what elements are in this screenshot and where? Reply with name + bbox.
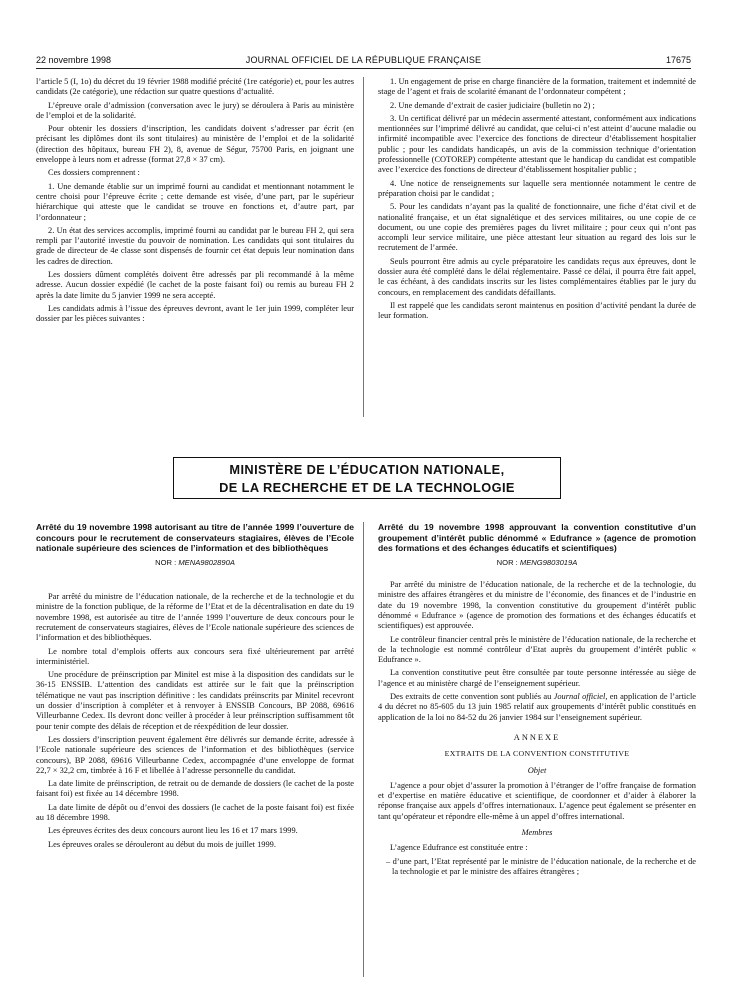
paragraph: La date limite de préinscription, de retrait ou de demande de dossiers (le cachet de la poste faisant foi) est fixée au 14 décembre 1998.: [36, 779, 354, 799]
paragraph: Le nombre total d’emplois offerts aux concours sera fixé ultérieurement par arrêté interministériel.: [36, 646, 354, 666]
paragraph: Pour obtenir les dossiers d’inscription, les candidats doivent s’adresser par écrit (en précisant les diplômes dont ils sont titulaires) au ministère de l’emploi et de la solidarité (direction des hôpitaux, bureau FH 2), 8, avenue de Ségur, 75700 Paris, en joignant une enveloppe à leurs nom et adresse (format 27,8 × 37 cm).: [36, 124, 354, 165]
nor-code: MENA9802890A: [178, 557, 235, 567]
paragraph: La convention constitutive peut être consultée par toute personne intéressée au siège de l’agence et au ministère chargé de l’enseignement supérieur.: [378, 668, 696, 688]
extract-text-before: Des extraits de cette convention sont publiés au: [390, 692, 554, 702]
paragraph: Par arrêté du ministre de l’éducation nationale, de la recherche et de la technologie, du ministre des affaires étrangères et du ministre de l’économie, des finances et de l’industrie en date du 19 novembre 1998, la convention constitutive du groupement d’intérêt public dénommé « Edufrance » (agence de promotion des formations et des échanges éducatifs et scientifiques) est approuvée.: [378, 580, 696, 631]
arrete-title: Arrêté du 19 novembre 1998 autorisant au titre de l’année 1999 l’ouverture de concours pour le recrutement de conservateurs stagiaires, élèves de l’Ecole nationale supérieure des sciences de l’information et des bibliothèques: [36, 522, 354, 554]
page-number: 17675: [665, 55, 691, 65]
list-item: 3. Un certificat délivré par un médecin assermenté attestant, conformément aux indications mentionnées sur l’imprimé délivré au candidat, que celui-ci n’est atteint d’aucune maladie ou infirmité incompatible avec l’exercice des fonctions de directeur d’établissement hospitalier public ; pour les candidats handicapés, un avis de la commission technique d’orientation professionnelle (COTOREP) compétente attestant que le handicap du candidat est compatible avec l’exercice des fonctions de directeur d’établissement hospitalier public ;: [378, 113, 696, 175]
paragraph: Ces dossiers comprennent :: [48, 168, 140, 178]
objet-heading: Objet: [527, 765, 547, 775]
column-divider: [363, 77, 364, 417]
list-item: 1. Un engagement de prise en charge financière de la formation, traitement et indemnité de stage de l’agent et frais de scolarité émanant de l’ordonnateur compétent ;: [378, 77, 696, 97]
ministry-line-1: MINISTÈRE DE L’ÉDUCATION NATIONALE,: [229, 462, 505, 477]
paragraph: La date limite de dépôt ou d’envoi des dossiers (le cachet de la poste faisant foi) est fixée au 18 décembre 1998.: [36, 802, 354, 823]
paragraph: Les candidats admis à l’issue des épreuves devront, avant le 1er juin 1999, compléter leur dossier par les pièces suivantes :: [36, 303, 354, 324]
paragraph-extracts: [378, 692, 696, 723]
nor-reference: [36, 558, 354, 568]
arrete-left-column: [36, 522, 354, 977]
paragraph: Il est rappelé que les candidats seront maintenus en position d’activité pendant la durée de leur formation.: [378, 300, 696, 321]
extract-text-after: , en application de l’article 4 du décret no 85-605 du 13 juin 1985 relatif aux groupements d’intérêt public constitués en application de la loi no 84-52 du 26 janvier 1984 sur l’enseignement supérieur.: [378, 692, 696, 722]
ministry-heading: [173, 457, 561, 499]
paragraph: Par arrêté du ministre de l’éducation nationale, de la recherche et de la technologie et du ministre de la fonction publique, de la réforme de l’Etat et de la décentralisation en date du 19 novembre 1998, est autorisée au titre de l’année 1999 l’ouverture de deux concours pour le recrutement de conservateurs stagiaires, élèves de l’Ecole nationale supérieure des sciences de l’information et des bibliothèques.: [36, 592, 354, 643]
column-divider: [363, 522, 364, 977]
paragraph: Les épreuves orales se dérouleront au début du mois de juillet 1999.: [48, 839, 276, 849]
list-item: – d’une part, l’Etat représenté par le ministre de l’éducation nationale, de la recherche et de la technologie et par le ministre des affaires étrangères ;: [386, 856, 696, 876]
annexe-title: ANNEXE: [513, 732, 561, 742]
arrete-title: Arrêté du 19 novembre 1998 approuvant la convention constitutive d’un groupement d’intérêt public dénommé « Edufrance » (agence de promotion des formations et des échanges éducatifs et scientifiques): [378, 522, 696, 554]
nor-label: NOR :: [155, 557, 177, 567]
page-header: [36, 54, 691, 69]
paragraph: L’agence a pour objet d’assurer la promotion à l’étranger de l’offre française de formation et d’expertise en matière éducative et scientifique, de coordonner et d’aider à élaborer la réponse française aux appels d’offres internationaux. L’agence peut également se présenter en tant qu’opérateur et répondre elle-même à un appel d’offres international.: [378, 780, 696, 821]
arrete-right-column: [378, 522, 696, 977]
paragraph: Le contrôleur financier central près le ministère de l’éducation nationale, de la recherche et de la technologie est nommé contrôleur d’Etat auprès du groupement d’intérêt public « Edufrance ».: [378, 634, 696, 665]
list-item: 5. Pour les candidats n’ayant pas la qualité de fonctionnaire, une fiche d’état civil et de nationalité française, et un état signalétique et des services militaires, ou une copie de ce document, ou une copie des premières pages du livret militaire ; pour ceux qui n’ont pas accompli leur service militaire, une pièce attestant leur situation au regard des lois sur le recrutement de l’armée.: [378, 202, 696, 253]
list-item: 2. Un état des services accomplis, imprimé fourni au candidat par le bureau FH 2, qui sera rempli par l’autorité investie du pouvoir de nomination. Les candidats qui sont titulaires du grade de directeur de 4e classe sont dispensés de fournir cet état depuis leur nomination dans les cadres de direction.: [36, 225, 354, 266]
top-right-column: [378, 77, 696, 417]
nor-code: MENG9803019A: [519, 557, 578, 567]
list-item: 2. Une demande d’extrait de casier judiciaire (bulletin no 2) ;: [390, 100, 595, 110]
journal-title: JOURNAL OFFICIEL DE LA RÉPUBLIQUE FRANÇAISE: [245, 55, 482, 65]
paragraph: Les dossiers dûment complétés doivent être adressés par pli recommandé à la même adresse. Aucun dossier expédié (le cachet de la poste faisant foi) ou remis au bureau FH 2 après la date limite du 5 janvier 1999 ne sera accepté.: [36, 270, 354, 300]
nor-label: NOR :: [496, 557, 518, 567]
header-date: 22 novembre 1998: [36, 55, 112, 65]
paragraph: L’épreuve orale d’admission (conversation avec le jury) se déroulera à Paris au ministère de l’emploi et de la solidarité.: [36, 100, 354, 120]
membres-heading: Membres: [521, 828, 553, 838]
paragraph: Les dossiers d’inscription peuvent également être délivrés sur demande écrite, adressée à l’Ecole nationale supérieure des sciences de l’information et des bibliothèques (service concours), BP 2088, 69616 Villeurbanne Cedex, accompagnée d’une enveloppe de format 22,7 × 32,2 cm, timbrée à 16 F et libellée à l’adresse personnelle du candidat.: [36, 734, 354, 775]
journal-officiel-ref: Journal officiel: [553, 692, 606, 702]
paragraph: Une procédure de préinscription par Minitel est mise à la disposition des candidats sur le 36-15 ENSSIB. L’attention des candidats est attirée sur le fait que la préinscription télématique ne vaut pas inscription définitive : les candidats préinscrits par Minitel recevront un dossier d’inscription à compléter et à renvoyer à ENSSIB Concours, BP 2088, 69616 Villeurbanne Cedex. Ils devront donc veiller à procéder à leur préinscription suffisamment tôt pour tenir compte des délais de réception et de réexpédition de leur dossier.: [36, 670, 354, 731]
nor-reference: [378, 558, 696, 568]
annexe-subtitle: EXTRAITS DE LA CONVENTION CONSTITUTIVE: [444, 749, 630, 759]
paragraph: Seuls pourront être admis au cycle préparatoire les candidats reçus aux épreuves, dont le dossier aura été complété dans le délai réglementaire. Passé ce délai, il pourra être fait appel, le cas échéant, à des candidats inscrits sur les listes complémentaires établies par le jury du concours, en remplacement des candidats défaillants.: [378, 256, 696, 297]
paragraph: l’article 5 (I, 1o) du décret du 19 février 1988 modifié précité (1re catégorie) et, pour les autres candidats (2e catégorie), une rédaction sur quatre questions d’actualité.: [36, 77, 354, 97]
paragraph: Les épreuves écrites des deux concours auront lieu les 16 et 17 mars 1999.: [48, 826, 298, 836]
list-item: 4. Une notice de renseignements sur laquelle sera mentionnée notamment le centre de préparation choisi par le candidat ;: [378, 178, 696, 198]
paragraph: L’agence Edufrance est constituée entre :: [390, 843, 528, 853]
list-item: 1. Une demande établie sur un imprimé fourni au candidat et mentionnant notamment le centre choisi pour l’épreuve écrite ; cette demande est visée, d’une part, par le supérieur hiérarchique qui atteste que le candidat se trouve en fonctions et, d’autre part, par l’ordonnateur ;: [36, 181, 354, 222]
ministry-line-2: DE LA RECHERCHE ET DE LA TECHNOLOGIE: [219, 480, 515, 495]
top-left-column: [36, 77, 354, 417]
